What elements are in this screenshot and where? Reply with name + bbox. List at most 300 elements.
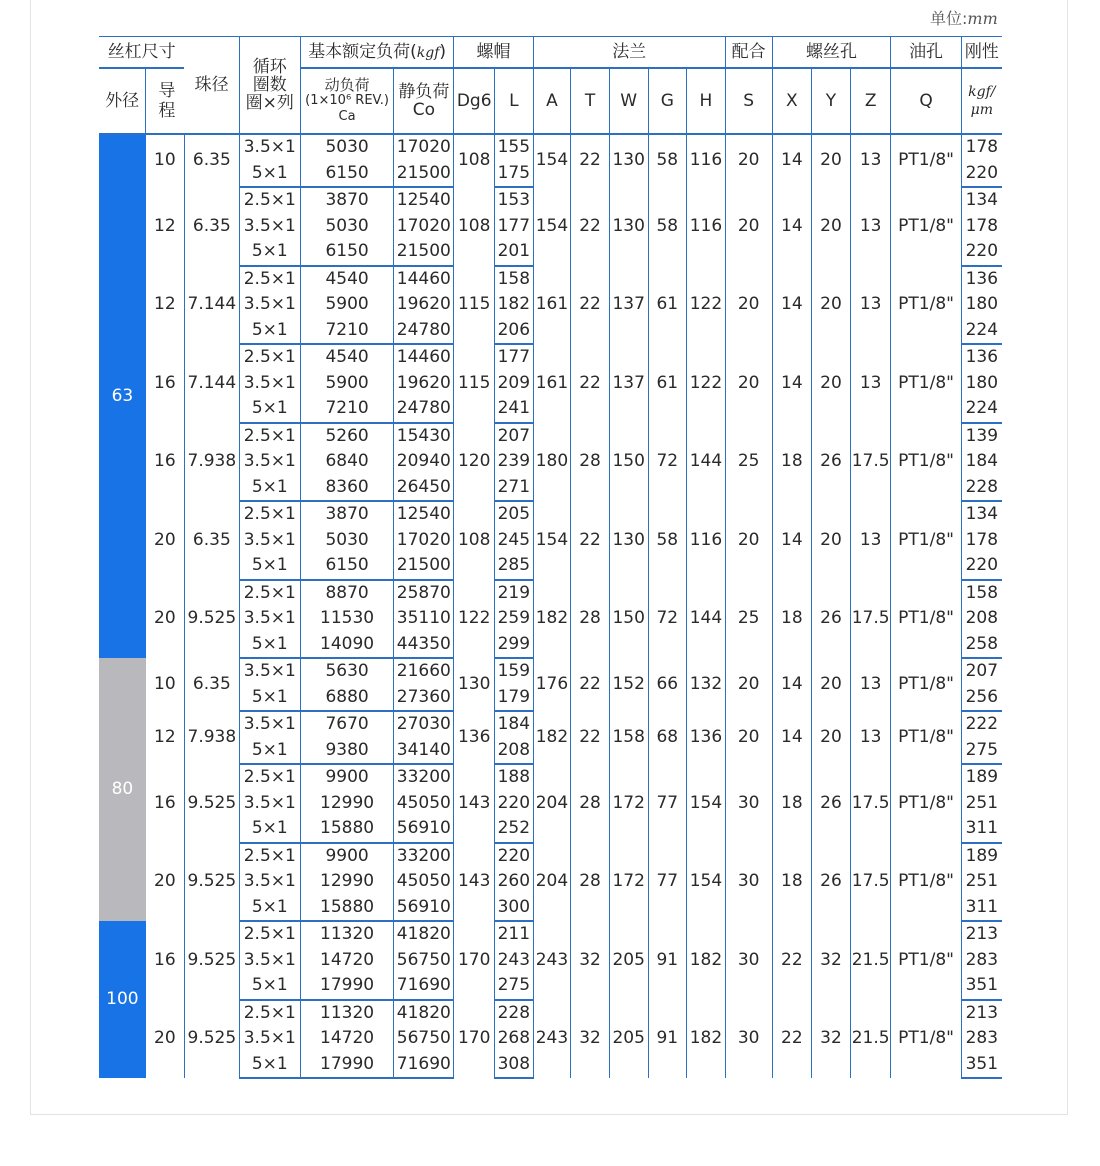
dg6-cell: 115 [454,266,495,345]
header-oil-hole: 油孔 [891,37,961,69]
nut-length-cell: 220 [495,843,534,870]
nut-length-cell: 155 [495,134,534,161]
circuits-cell: 5×1 [239,685,300,712]
lead-cell: 20 [154,1028,176,1048]
nut-length-cell: 259 [495,606,534,632]
static-load-cell: 21500 [394,239,454,266]
dg6-cell: 170 [454,1000,495,1079]
dg6-cell: 115 [454,344,495,423]
stiffness-cell: 184 [961,449,1002,475]
static-load-cell: 71690 [394,973,454,1000]
static-load-cell: 12540 [394,501,454,528]
circuits-cell: 5×1 [239,738,300,765]
nut-length-cell: 299 [495,632,534,659]
header-X: X [772,68,812,134]
g-cell: 66 [648,658,687,711]
table-row [99,580,1002,607]
header-dg6: Dg6 [454,68,495,134]
g-cell: 91 [648,1000,687,1079]
nut-length-cell: 177 [495,344,534,371]
static-load-cell: 17020 [394,134,454,161]
stiffness-cell: 224 [961,396,1002,423]
z-cell: 13 [850,658,891,711]
circuits-cell: 2.5×1 [239,921,300,948]
y-cell: 20 [812,134,851,187]
t-cell: 28 [571,764,610,843]
static-load-cell: 21500 [394,553,454,580]
circuits-cell: 3.5×1 [239,292,300,318]
dynamic-load-cell: 9900 [300,764,394,791]
a-cell: 180 [533,423,571,502]
nut-length-cell: 308 [495,1052,534,1079]
t-cell: 28 [571,843,610,922]
dynamic-load-cell: 6150 [300,161,394,188]
dynamic-load-cell: 15880 [300,816,394,843]
nut-length-cell: 241 [495,396,534,423]
z-cell: 13 [850,501,891,580]
nut-length-cell: 228 [495,1000,534,1027]
nut-length-cell: 158 [495,266,534,293]
t-cell: 22 [571,187,610,266]
nut-length-cell: 285 [495,553,534,580]
dynamic-load-cell: 15880 [300,895,394,922]
z-cell: 13 [850,187,891,266]
ball-dia-cell: 6.35 [184,134,239,187]
dynamic-load-cell: 6150 [300,239,394,266]
w-cell: 152 [609,658,648,711]
stiffness-cell: 136 [961,344,1002,371]
table-row [99,187,1002,214]
dynamic-load-cell: 8870 [300,580,394,607]
w-cell: 205 [609,921,648,1000]
nut-length-cell: 245 [495,528,534,554]
stiffness-cell: 178 [961,134,1002,161]
header-circuits: 循环 圈数 圈×列 [239,37,300,135]
circuits-cell: 5×1 [239,632,300,659]
lead-cell: 20 [154,608,176,628]
dynamic-load-cell: 5630 [300,658,394,685]
stiffness-cell: 180 [961,371,1002,397]
stiffness-cell: 180 [961,292,1002,318]
stiffness-cell: 213 [961,1000,1002,1027]
g-cell: 77 [648,843,687,922]
g-cell: 68 [648,711,687,764]
stiffness-cell: 208 [961,606,1002,632]
dynamic-load-cell: 12990 [300,869,394,895]
t-cell: 22 [571,134,610,187]
lead-cell: 16 [154,949,176,970]
a-cell: 176 [533,658,571,711]
stiffness-cell: 207 [961,658,1002,685]
ball-dia-cell: 6.35 [184,501,239,580]
dg6-cell: 130 [454,658,495,711]
stiffness-cell: 311 [961,816,1002,843]
s-cell: 25 [725,423,772,502]
circuits-cell: 3.5×1 [239,658,300,685]
q-cell: PT1/8" [891,658,961,711]
header-basic-load: 基本额定负荷(kgf) [300,37,454,69]
outer-dia-cell: 63 [99,134,146,658]
y-cell: 20 [812,501,851,580]
circuits-cell: 2.5×1 [239,501,300,528]
h-cell: 122 [687,266,726,345]
stiffness-cell: 275 [961,738,1002,765]
nut-length-cell: 252 [495,816,534,843]
a-cell: 161 [533,266,571,345]
nut-length-cell: 208 [495,738,534,765]
dynamic-load-cell: 4540 [300,344,394,371]
header-T: T [571,68,610,134]
a-cell: 154 [533,134,571,187]
s-cell: 20 [725,187,772,266]
stiffness-cell: 256 [961,685,1002,712]
x-cell: 18 [772,580,812,659]
header-S: S [725,68,772,134]
lead-cell: 10 [154,673,176,694]
s-cell: 25 [725,580,772,659]
circuits-cell: 3.5×1 [239,711,300,738]
static-load-cell: 27360 [394,685,454,712]
h-cell: 136 [687,711,726,764]
nut-length-cell: 260 [495,869,534,895]
header-nut: 螺帽 [454,37,533,69]
nut-length-cell: 209 [495,371,534,397]
dynamic-load-cell: 5030 [300,528,394,554]
w-cell: 137 [609,266,648,345]
dg6-cell: 108 [454,501,495,580]
h-cell: 154 [687,843,726,922]
h-cell: 182 [687,1000,726,1079]
dynamic-load-cell: 11320 [300,921,394,948]
t-cell: 22 [571,711,610,764]
s-cell: 30 [725,1000,772,1079]
ball-dia-cell: 7.144 [184,344,239,423]
s-cell: 20 [725,711,772,764]
s-cell: 30 [725,764,772,843]
circuits-cell: 5×1 [239,553,300,580]
circuits-cell: 3.5×1 [239,449,300,475]
w-cell: 130 [609,187,648,266]
circuits-cell: 5×1 [239,239,300,266]
g-cell: 58 [648,187,687,266]
stiffness-cell: 311 [961,895,1002,922]
t-cell: 32 [571,921,610,1000]
header-G: G [648,68,687,134]
nut-length-cell: 182 [495,292,534,318]
dynamic-load-cell: 12990 [300,791,394,817]
stiffness-cell: 189 [961,843,1002,870]
circuits-cell: 5×1 [239,396,300,423]
y-cell: 26 [812,843,851,922]
table-row [99,266,1002,293]
q-cell: PT1/8" [891,843,961,922]
x-cell: 18 [772,423,812,502]
a-cell: 182 [533,711,571,764]
t-cell: 22 [571,501,610,580]
nut-length-cell: 177 [495,214,534,240]
h-cell: 116 [687,187,726,266]
a-cell: 182 [533,580,571,659]
q-cell: PT1/8" [891,921,961,1000]
static-load-cell: 20940 [394,449,454,475]
dynamic-load-cell: 3870 [300,187,394,214]
h-cell: 122 [687,344,726,423]
g-cell: 61 [648,266,687,345]
x-cell: 14 [772,134,812,187]
y-cell: 26 [812,764,851,843]
stiffness-cell: 178 [961,214,1002,240]
circuits-cell: 3.5×1 [239,528,300,554]
dg6-cell: 143 [454,764,495,843]
static-load-cell: 25870 [394,580,454,607]
w-cell: 150 [609,580,648,659]
header-fit: 配合 [725,37,772,69]
q-cell: PT1/8" [891,344,961,423]
outer-dia-cell: 80 [99,658,146,921]
dynamic-load-cell: 4540 [300,266,394,293]
a-cell: 154 [533,187,571,266]
circuits-cell: 2.5×1 [239,843,300,870]
static-load-cell: 21500 [394,161,454,188]
table-row [99,1000,1002,1027]
nut-length-cell: 211 [495,921,534,948]
nut-length-cell: 184 [495,711,534,738]
a-cell: 204 [533,764,571,843]
circuits-cell: 5×1 [239,895,300,922]
header-L: L [495,68,534,134]
x-cell: 14 [772,266,812,345]
header-lead: 导程 [146,68,185,134]
stiffness-cell: 136 [961,266,1002,293]
dynamic-load-cell: 11530 [300,606,394,632]
z-cell: 21.5 [850,1000,891,1079]
static-load-cell: 24780 [394,318,454,345]
nut-length-cell: 207 [495,423,534,450]
header-W: W [609,68,648,134]
circuits-cell: 5×1 [239,475,300,502]
circuits-cell: 3.5×1 [239,371,300,397]
stiffness-cell: 251 [961,869,1002,895]
q-cell: PT1/8" [891,266,961,345]
s-cell: 30 [725,921,772,1000]
dynamic-load-cell: 14090 [300,632,394,659]
lead-cell: 20 [154,529,176,550]
z-cell: 17.5 [850,423,891,502]
static-load-cell: 14460 [394,266,454,293]
nut-length-cell: 300 [495,895,534,922]
circuits-cell: 2.5×1 [239,764,300,791]
header-bolt-hole: 螺丝孔 [772,37,891,69]
nut-length-cell: 153 [495,187,534,214]
h-cell: 144 [687,580,726,659]
dynamic-load-cell: 5900 [300,292,394,318]
s-cell: 20 [725,134,772,187]
static-load-cell: 56910 [394,895,454,922]
q-cell: PT1/8" [891,1000,961,1079]
circuits-cell: 2.5×1 [239,1000,300,1027]
q-cell: PT1/8" [891,580,961,659]
ball-dia-cell: 6.35 [184,187,239,266]
static-load-cell: 17020 [394,528,454,554]
t-cell: 28 [571,580,610,659]
stiffness-cell: 134 [961,187,1002,214]
g-cell: 58 [648,501,687,580]
dynamic-load-cell: 8360 [300,475,394,502]
nut-length-cell: 205 [495,501,534,528]
stiffness-cell: 220 [961,161,1002,188]
q-cell: PT1/8" [891,187,961,266]
circuits-cell: 5×1 [239,1052,300,1079]
header-screw-size: 丝杠尺寸 [99,37,184,69]
x-cell: 14 [772,501,812,580]
header-row-1 [99,37,1002,69]
nut-length-cell: 271 [495,475,534,502]
circuits-cell: 5×1 [239,816,300,843]
lead-cell: 12 [154,215,176,236]
static-load-cell: 56910 [394,816,454,843]
s-cell: 20 [725,501,772,580]
table-row [99,921,1002,948]
s-cell: 20 [725,266,772,345]
stiffness-cell: 222 [961,711,1002,738]
a-cell: 161 [533,344,571,423]
t-cell: 22 [571,266,610,345]
stiffness-cell: 178 [961,528,1002,554]
y-cell: 26 [812,580,851,659]
circuits-cell: 3.5×1 [239,869,300,895]
static-load-cell: 45050 [394,791,454,817]
nut-length-cell: 243 [495,948,534,974]
static-load-cell: 19620 [394,371,454,397]
circuits-cell: 3.5×1 [239,791,300,817]
q-cell: PT1/8" [891,134,961,187]
s-cell: 20 [725,658,772,711]
h-cell: 116 [687,501,726,580]
table-row [99,843,1002,870]
static-load-cell: 19620 [394,292,454,318]
dynamic-load-cell: 14720 [300,948,394,974]
dg6-cell: 143 [454,843,495,922]
nut-length-cell: 275 [495,973,534,1000]
x-cell: 22 [772,1000,812,1079]
stiffness-cell: 220 [961,553,1002,580]
dynamic-load-cell: 6880 [300,685,394,712]
ball-dia-cell: 9.525 [184,764,239,843]
w-cell: 130 [609,134,648,187]
dynamic-load-cell: 5030 [300,134,394,161]
t-cell: 28 [571,423,610,502]
x-cell: 14 [772,187,812,266]
dg6-cell: 122 [454,580,495,659]
static-load-cell: 33200 [394,843,454,870]
x-cell: 14 [772,711,812,764]
dynamic-load-cell: 17990 [300,1052,394,1079]
w-cell: 172 [609,843,648,922]
header-stiffness: 刚性 [961,37,1002,69]
dynamic-load-cell: 3870 [300,501,394,528]
a-cell: 204 [533,843,571,922]
nut-length-cell: 188 [495,764,534,791]
static-load-cell: 14460 [394,344,454,371]
q-cell: PT1/8" [891,423,961,502]
dg6-cell: 120 [454,423,495,502]
nut-length-cell: 268 [495,1026,534,1052]
header-static-load: 静负荷 Co [394,68,454,134]
w-cell: 205 [609,1000,648,1079]
stiffness-cell: 283 [961,948,1002,974]
ball-dia-cell: 9.525 [184,580,239,659]
h-cell: 144 [687,423,726,502]
static-load-cell: 56750 [394,1026,454,1052]
table-row [99,423,1002,450]
ball-screw-spec-table [99,36,1002,1079]
dynamic-load-cell: 5900 [300,371,394,397]
static-load-cell: 56750 [394,948,454,974]
header-outer-dia: 外径 [99,68,146,134]
y-cell: 20 [812,266,851,345]
nut-length-cell: 219 [495,580,534,607]
outer-dia-cell: 100 [99,921,146,1078]
static-load-cell: 33200 [394,764,454,791]
stiffness-cell: 213 [961,921,1002,948]
circuits-cell: 3.5×1 [239,948,300,974]
stiffness-cell: 158 [961,580,1002,607]
static-load-cell: 41820 [394,921,454,948]
nut-length-cell: 206 [495,318,534,345]
y-cell: 20 [812,187,851,266]
lead-cell: 16 [154,792,176,813]
stiffness-cell: 139 [961,423,1002,450]
g-cell: 58 [648,134,687,187]
static-load-cell: 41820 [394,1000,454,1027]
header-ball-dia: 珠径 [184,37,239,135]
nut-length-cell: 179 [495,685,534,712]
x-cell: 18 [772,843,812,922]
z-cell: 17.5 [850,764,891,843]
dg6-cell: 136 [454,711,495,764]
nut-length-cell: 239 [495,449,534,475]
nut-length-cell: 159 [495,658,534,685]
table-row [99,344,1002,371]
y-cell: 32 [812,921,851,1000]
y-cell: 20 [812,711,851,764]
circuits-cell: 2.5×1 [239,187,300,214]
dynamic-load-cell: 6150 [300,553,394,580]
nut-length-cell: 175 [495,161,534,188]
table-row [99,764,1002,791]
q-cell: PT1/8" [891,501,961,580]
z-cell: 17.5 [850,843,891,922]
h-cell: 116 [687,134,726,187]
dynamic-load-cell: 6840 [300,449,394,475]
circuits-cell: 3.5×1 [239,134,300,161]
header-dynamic-load: 动负荷 (1×10⁶ REV.) Ca [300,68,394,134]
lead-cell: 12 [154,294,176,314]
stiffness-cell: 220 [961,239,1002,266]
a-cell: 154 [533,501,571,580]
q-cell: PT1/8" [891,764,961,843]
table-row [99,501,1002,528]
t-cell: 22 [571,658,610,711]
dynamic-load-cell: 9900 [300,843,394,870]
header-Y: Y [812,68,851,134]
circuits-cell: 2.5×1 [239,423,300,450]
dynamic-load-cell: 7210 [300,318,394,345]
dynamic-load-cell: 7210 [300,396,394,423]
w-cell: 137 [609,344,648,423]
w-cell: 130 [609,501,648,580]
stiffness-cell: 251 [961,791,1002,817]
